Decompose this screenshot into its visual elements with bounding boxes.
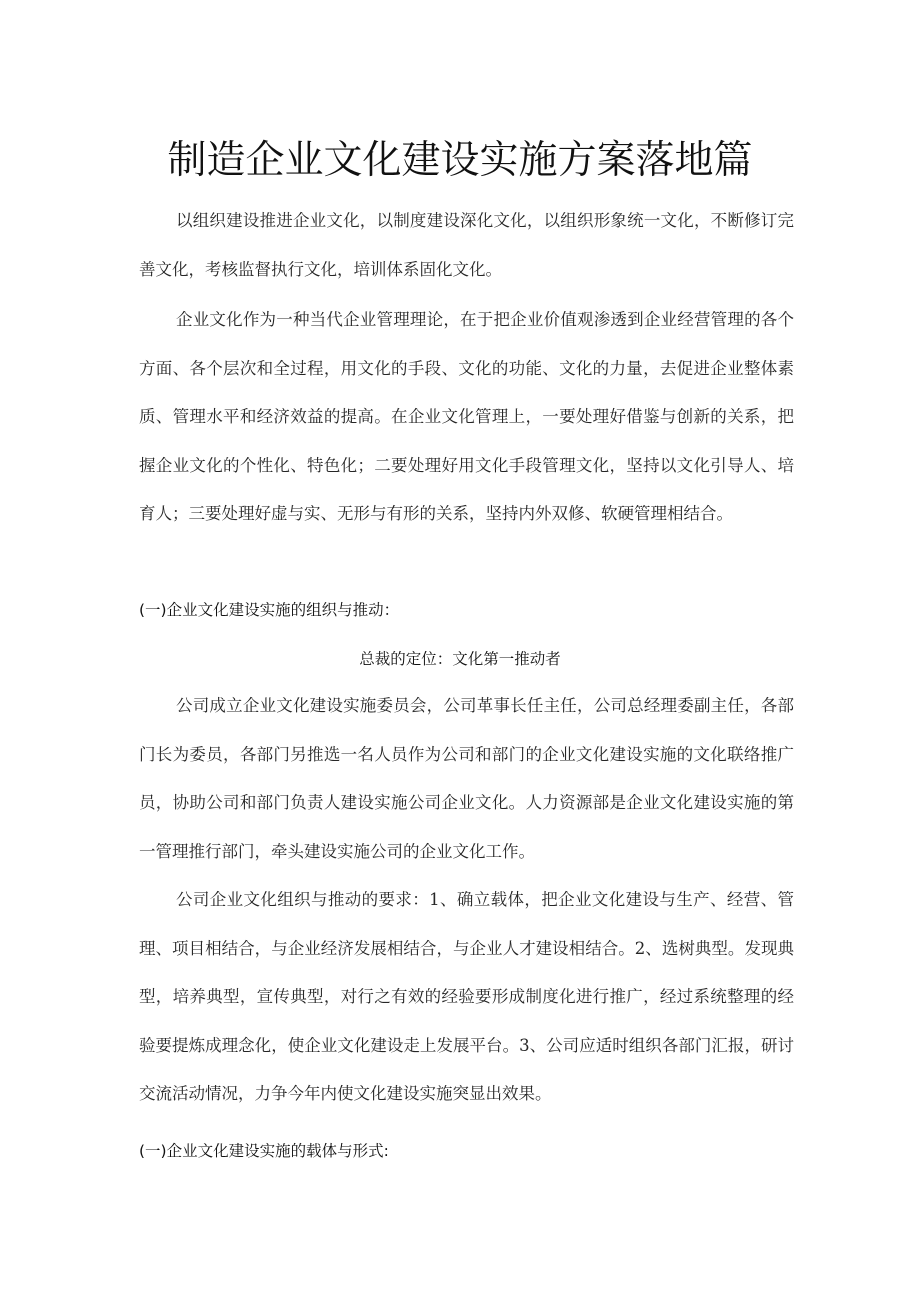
body-paragraph-committee: 公司成立企业文化建设实施委员会，公司革事长任主任，公司总经理委副主任，各部门长为委员，各部门另推选一名人员作为公司和部门的企业文化建设实施的文化联络推广员，协助公司和部门负责人建设实施公司企业文化。人力资源部是企业文化建设实施的第一管理推行部门，牵头建设实施公司的企业文化工作。 [139, 696, 794, 861]
document-title: 制造企业文化建设实施方案落地篇 [167, 138, 753, 183]
intro-paragraph: 以组织建设推进企业文化，以制度建设深化文化，以组织形象统一文化，不断修订完善文化，考核监督执行文化，培训体系固化文化。 [139, 211, 794, 279]
section-heading-organization: (一)企业文化建设实施的组织与推动： [139, 601, 400, 619]
body-paragraph-culture-theory: 企业文化作为一种当代企业管理理论，在于把企业价值观渗透到企业经营管理的各个方面、各个层次和全过程，用文化的手段、文化的功能、文化的力量，去促进企业整体素质、管理水平和经济效益的提高。在企业文化管理上，一要处理好借鉴与创新的关系，把握企业文化的个性化、特色化；二要处理好用文化手段管理文化，坚持以文化引导人、培育人；三要处理好虚与实、无形与有形的关系，坚持内外双修、软硬管理相结合。 [139, 310, 794, 524]
section-subheading-president-role: 总裁的定位：文化第一推动者 [359, 650, 561, 668]
body-paragraph-requirements: 公司企业文化组织与推动的要求：1、确立载体，把企业文化建设与生产、经营、管理、项目相结合，与企业经济发展相结合，与企业人才建设相结合。2、选树典型。发现典型，培养典型，宣传典型，对行之有效的经验要形成制度化进行推广，经过系统整理的经验要提炼成理念化，使企业文化建设走上发展平台。3、公司应适时组织各部门汇报，研讨交流活动情况，力争今年内使文化建设实施突显出效果。 [139, 890, 794, 1104]
section-heading-carriers: (一)企业文化建设实施的载体与形式: [139, 1142, 389, 1160]
